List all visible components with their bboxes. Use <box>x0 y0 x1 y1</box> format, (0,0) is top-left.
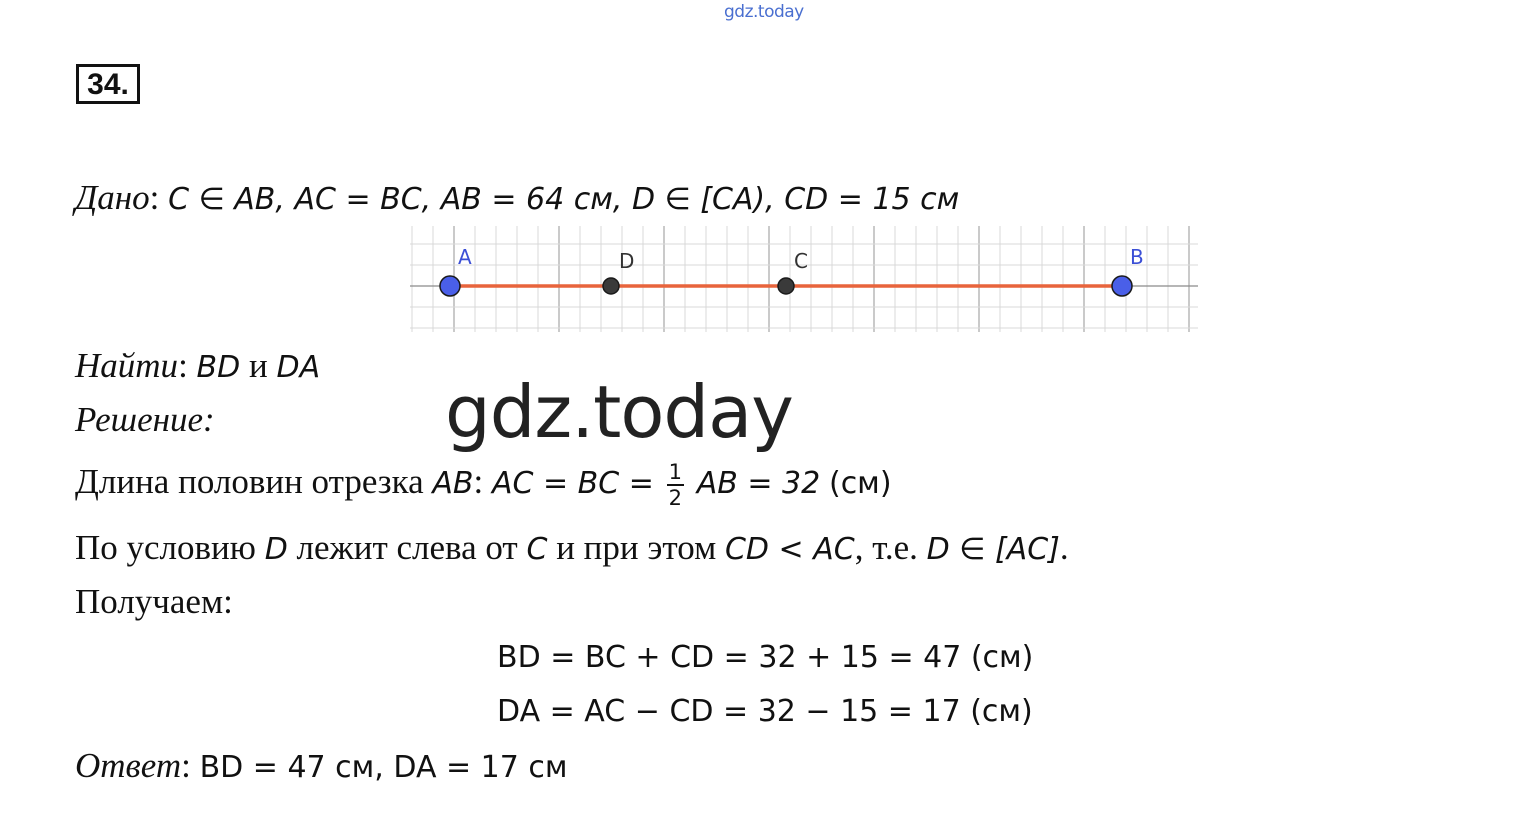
step2-text-1: По условию <box>75 528 256 567</box>
answer-line <box>75 746 568 788</box>
answer-expression: BD = 47 см, DA = 17 см <box>199 750 568 785</box>
point-b <box>1112 276 1132 296</box>
point-label-b: B <box>1130 245 1144 269</box>
find-expr-da: DA <box>276 350 321 385</box>
given-line <box>75 178 959 220</box>
answer-colon: : <box>181 746 191 785</box>
find-expr-bd: BD <box>196 350 241 385</box>
step3-line: Получаем: <box>75 582 233 621</box>
find-line <box>75 346 320 388</box>
solution-label: Решение: <box>75 400 215 439</box>
given-expression: C ∈ AB, AC = BC, AB = 64 см, D ∈ [CA), CD = 15 см <box>168 182 960 217</box>
step1-expr-right: AB = 32 <box>696 466 821 502</box>
step2-var-c: C <box>526 532 548 567</box>
point-label-c: C <box>794 249 808 273</box>
step1-segment: AB <box>432 466 474 502</box>
step1-text: Длина половин отрезка <box>75 462 424 502</box>
answer-label: Ответ <box>75 746 182 785</box>
step2-text-5: . <box>1059 528 1069 567</box>
point-a <box>440 276 460 296</box>
step1-unit: (см) <box>828 466 892 502</box>
step1-colon: : <box>473 462 484 502</box>
point-label-d: D <box>619 249 635 273</box>
fraction-denominator: 2 <box>668 486 682 510</box>
site-watermark-large: gdz.today <box>445 370 793 454</box>
segment-diagram <box>410 226 1198 332</box>
fraction-numerator: 1 <box>668 460 682 484</box>
step2-membership: D ∈ [AC] <box>926 532 1060 567</box>
calc-line-da: DA = AC − CD = 32 − 15 = 17 (см) <box>497 694 1033 729</box>
given-label: Дано <box>75 178 150 217</box>
step2-text-3: и при этом <box>556 528 717 567</box>
step2-text-2: лежит слева от <box>296 528 518 567</box>
segment-diagram-svg <box>410 226 1198 332</box>
problem-number-box: 34. <box>76 64 140 104</box>
step2-inequality: CD < AC <box>724 532 855 567</box>
step1-expr-left: AC = BC = <box>491 466 654 502</box>
given-colon: : <box>149 178 160 217</box>
diagram-points <box>440 245 1144 296</box>
step2-text-4: , т.е. <box>854 528 918 567</box>
calc-line-bd: BD = BC + CD = 32 + 15 = 47 (см) <box>497 640 1034 675</box>
step1-line <box>75 460 892 510</box>
point-c <box>778 278 794 294</box>
find-colon: : <box>178 346 188 385</box>
site-watermark-small: gdz.today <box>724 2 804 22</box>
point-d <box>603 278 619 294</box>
point-label-a: A <box>458 245 472 269</box>
find-label: Найти <box>75 346 179 385</box>
step2-line <box>75 528 1069 570</box>
fraction-one-half <box>667 460 684 510</box>
find-conjunction: и <box>248 346 268 385</box>
step2-var-d: D <box>264 532 288 567</box>
diagram-grid <box>410 226 1198 332</box>
